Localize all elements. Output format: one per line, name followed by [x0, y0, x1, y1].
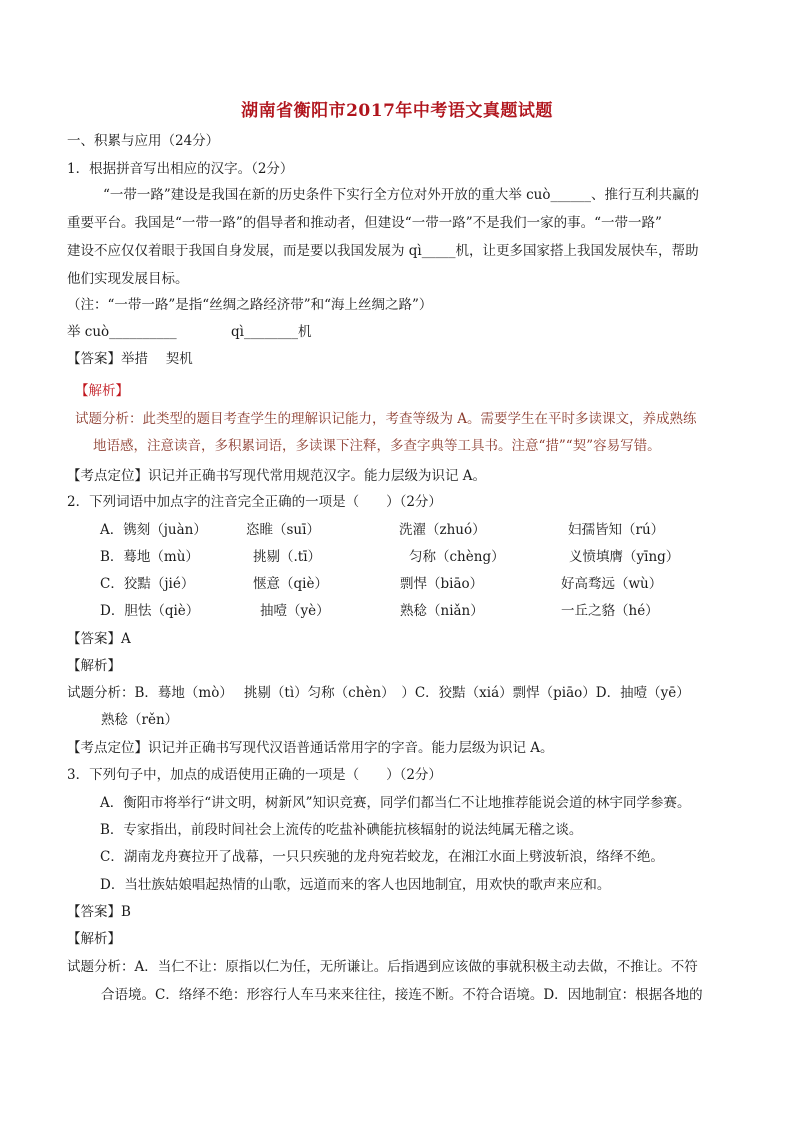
q2-option-b-word: 匀称（chèng） — [409, 549, 505, 565]
q1-passage-line: 建设不应仅仅着眼于我国自身发展，而是要以我国发展为 qì_____机，让更多国家搭上我国发展快车，帮助 — [67, 243, 699, 259]
section-heading: 一、积累与应用（24分） — [67, 133, 220, 149]
exam-title: 湖南省衡阳市2017年中考语文真题试题 — [241, 101, 553, 121]
q3-option-b: B．专家指出，前段时间社会上流传的吃盐补碘能抗核辐射的说法纯属无稽之谈。 — [100, 822, 583, 838]
q1-analysis-line: 试题分析：此类型的题目考查学生的理解识记能力，考查等级为 A。需要学生在平时多读课文，养成熟练 — [75, 411, 697, 427]
q2-analysis-label: 【解析】 — [67, 658, 121, 674]
q2-option-b-word: 义愤填膺（yīng） — [569, 549, 680, 565]
q1-passage-line: 他们实现发展目标。 — [67, 271, 189, 287]
q2-option-a-word: 恣睢（suī） — [246, 522, 320, 538]
q1-blank-1: 举 cuò__________ — [67, 324, 177, 340]
q1-point: 【考点定位】识记并正确书写现代常用规范汉字。能力层级为识记 A。 — [67, 468, 487, 484]
q2-option-d: D．胆怯（qiè） — [100, 603, 200, 619]
q2-stem: 2．下列词语中加点字的注音完全正确的一项是（ ）（2分） — [67, 494, 442, 510]
q1-note: （注：“一带一路”是指“丝绸之路经济带”和“海上丝绸之路”） — [67, 297, 433, 313]
q2-option-d-word: 抽噎（yè） — [260, 603, 330, 619]
q2-option-c-word: 剽悍（biāo） — [400, 576, 484, 592]
q1-blank-2: qì________机 — [231, 324, 312, 340]
q2-option-c-word: 好高骛远（wù） — [561, 576, 663, 592]
q1-stem: 1．根据拼音写出相应的汉字。（2分） — [67, 161, 294, 177]
q1-answer: 【答案】举措 契机 — [67, 351, 193, 367]
q3-option-c: C．湖南龙舟赛拉开了战幕，一只只疾驰的龙舟宛若蛟龙，在湘江水面上劈波斩浪，络绎不绝。 — [100, 849, 664, 865]
q2-option-b-word: 挑剔（.tī） — [253, 549, 322, 565]
q3-analysis-line: 合语境。C．络绎不绝：形容行人车马来来往往，接连不断。不符合语境。D．因地制宜：根据各地的 — [101, 987, 703, 1003]
q3-stem: 3．下列句子中，加点的成语使用正确的一项是（ ）（2分） — [67, 767, 442, 783]
q3-analysis-line: 试题分析：A．当仁不让：原指以仁为任，无所谦让。后指遇到应该做的事就积极主动去做，不推让。不符 — [67, 959, 698, 975]
q1-analysis-label: 【解析】 — [75, 383, 129, 399]
q2-point: 【考点定位】识记并正确书写现代汉语普通话常用字的字音。能力层级为识记 A。 — [67, 740, 554, 756]
q1-passage-line: 重要平台。我国是“一带一路”的倡导者和推动者，但建设“一带一路”不是我们一家的事。“一带一路” — [67, 215, 662, 231]
q3-option-d: D．当壮族姑娘唱起热情的山歌，远道而来的客人也因地制宜，用欢快的歌声来应和。 — [100, 877, 611, 893]
q2-analysis-line: 熟稔（rěn） — [101, 712, 179, 728]
q3-option-a: A．衡阳市将举行“讲文明，树新风”知识竞赛，同学们都当仁不让地推荐能说会道的林宇同学参赛。 — [100, 795, 691, 811]
q1-analysis-line: 地语感，注意读音，多积累词语，多读课下注释，多查字典等工具书。注意“措”“契”容易写错。 — [93, 438, 661, 454]
q2-option-b: B．蓦地（mù） — [100, 549, 199, 565]
q2-option-d-word: 熟稔（niǎn） — [400, 603, 484, 619]
q2-option-a: A．镌刻（juàn） — [100, 522, 207, 538]
q2-option-c-word: 惬意（qiè） — [253, 576, 328, 592]
q2-option-c: C．狡黠（jié） — [100, 576, 195, 592]
q2-analysis-line: 试题分析：B．蓦地（mò） 挑剔（tì）匀称（chèn） ）C．狡黠（xiá）剽悍（piāo）D．抽噎（yē） — [67, 685, 690, 701]
q1-passage-line: “一带一路”建设是我国在新的历史条件下实行全方位对外开放的重大举 cuò______、推行互利共赢的 — [103, 187, 699, 203]
q2-option-a-word: 妇孺皆知（rú） — [568, 522, 665, 538]
q2-answer: 【答案】A — [67, 631, 131, 647]
q3-analysis-label: 【解析】 — [67, 931, 121, 947]
q3-answer: 【答案】B — [67, 904, 131, 920]
q2-option-a-word: 洗濯（zhuó） — [399, 522, 486, 538]
q2-option-d-word: 一丘之貉（hé） — [561, 603, 659, 619]
